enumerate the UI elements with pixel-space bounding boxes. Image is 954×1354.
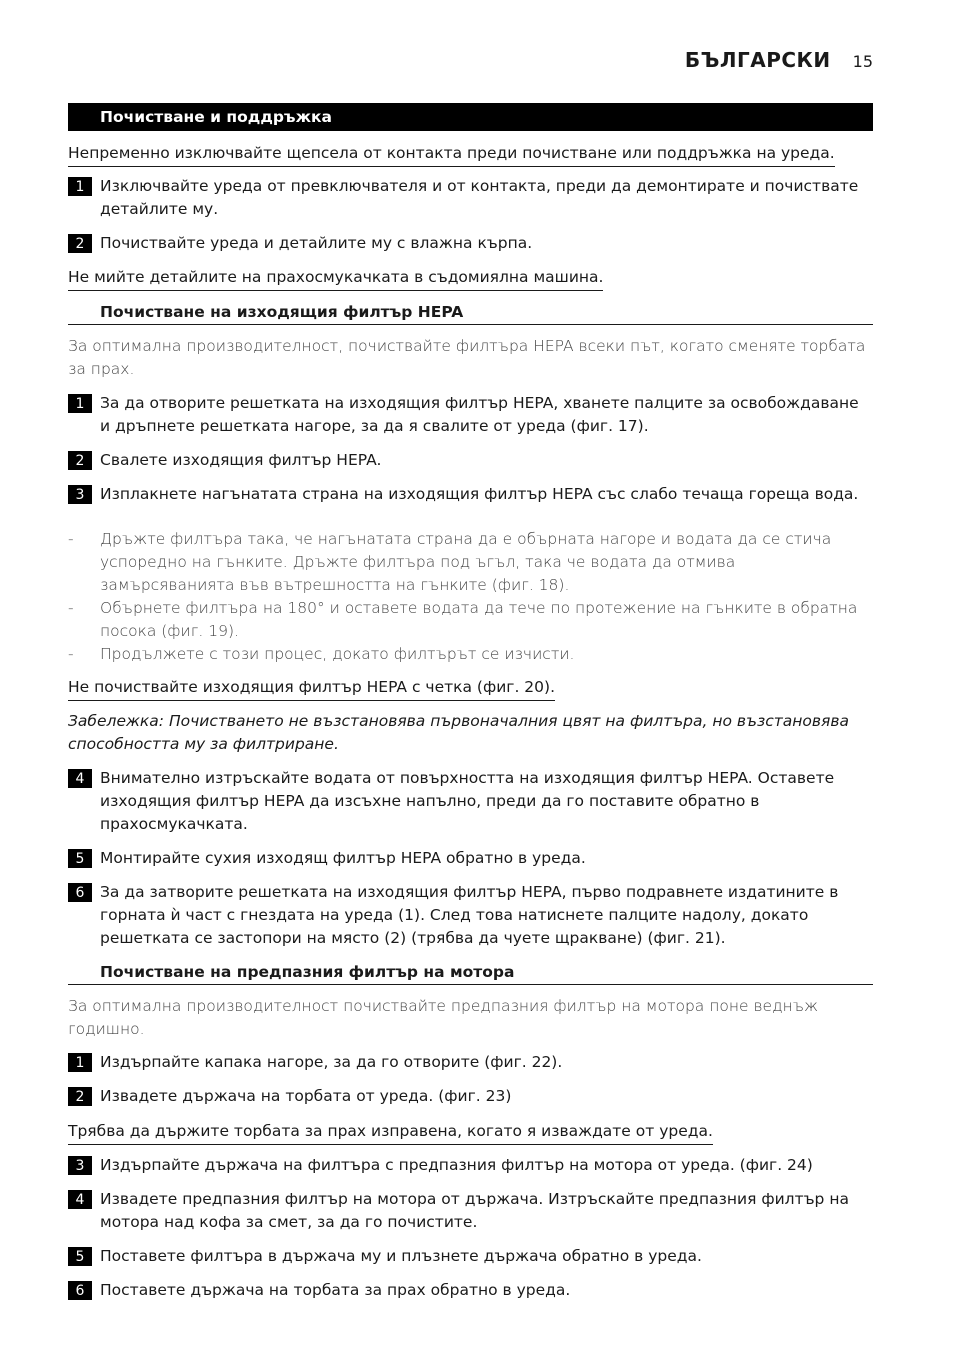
step-item xyxy=(68,1085,873,1108)
step-item xyxy=(68,449,873,472)
step-number: 2 xyxy=(68,234,92,253)
step-number: 5 xyxy=(68,849,92,868)
list-item: - Дръжте филтъра така, че нагънатата страна да е обърната нагоре и водата да се стича успоредно на гънките. Дръжте филтъра под ъгъл, така че водата да отмива замърсяванията във вътрешността на гънките (фиг. 18). xyxy=(68,528,873,597)
warning-text: Трябва да държите торбата за прах изправена, когато я изваждате от уреда. xyxy=(68,1120,713,1145)
step-text: Извадете предпазния филтър на мотора от държача. Изтръскайте предпазния филтър на мотора над кофа за смет, за да го почистите. xyxy=(100,1190,849,1231)
unplug-warning xyxy=(68,142,873,167)
hepa-intro: За оптимална производителност, почиствайте филтъра HEPA всеки път, когато сменяте торбата за прах. xyxy=(68,337,866,378)
step-number: 6 xyxy=(68,1281,92,1300)
subsection-motor xyxy=(68,962,873,985)
step-number: 1 xyxy=(68,394,92,413)
subsection-title: Почистване на изходящия филтър HEPA xyxy=(68,302,873,325)
list-item: - Обърнете филтъра на 180° и оставете водата да тече по протежение на гънките в обратна посока (фиг. 19). xyxy=(68,597,873,643)
step-item xyxy=(68,1188,873,1234)
running-head xyxy=(685,48,873,72)
step-text: За да отворите решетката на изходящия филтър HEPA, хванете палците за освобождаване и дръпнете решетката нагоре, за да я свалите от уреда (фиг. 17). xyxy=(100,394,859,435)
step-item xyxy=(68,483,873,506)
step-item xyxy=(68,1051,873,1074)
step-text: Издърпайте държача на филтъра с предпазния филтър на мотора от уреда. (фиг. 24) xyxy=(100,1156,813,1174)
step-number: 3 xyxy=(68,485,92,504)
step-number: 1 xyxy=(68,1053,92,1072)
bullet-text: Дръжте филтъра така, че нагънатата страна да е обърната нагоре и водата да се стича успоредно на гънките. Дръжте филтъра под ъгъл, така че водата да отмива замърсяванията във вътрешността на гънките (фиг. 18). xyxy=(100,530,832,594)
step-text: Поставете държача на торбата за прах обратно в уреда. xyxy=(100,1281,571,1299)
step-number: 4 xyxy=(68,769,92,788)
step-text: Внимателно изтръскайте водата от повърхността на изходящия филтър HEPA. Оставете изходящия филтър HEPA да изсъхне напълно, преди да го поставите обратно в прахосмукачката. xyxy=(100,769,835,833)
step-number: 5 xyxy=(68,1247,92,1266)
bullet-text: Обърнете филтъра на 180° и оставете водата да тече по протежение на гънките в обратна посока (фиг. 19). xyxy=(100,599,858,640)
rinse-bullets xyxy=(68,528,873,666)
list-item: - Продължете с този процес, докато филтърът се изчисти. xyxy=(68,643,873,666)
step-text: Изключвайте уреда от превключвателя и от контакта, преди да демонтирате и почиствате детайлите му. xyxy=(100,177,859,218)
step-item xyxy=(68,881,873,950)
motor-intro: За оптимална производителност почиствайте предпазния филтър на мотора поне веднъж годишно. xyxy=(68,997,819,1038)
warning-text: Непременно изключвайте щепсела от контакта преди почистване или поддръжка на уреда. xyxy=(68,142,835,167)
manual-page xyxy=(68,0,873,1354)
step-text: Изплакнете нагънатата страна на изходящия филтър HEPA със слабо течаща гореща вода. xyxy=(100,485,859,503)
step-item xyxy=(68,392,873,438)
subsection-title: Почистване на предпазния филтър на мотора xyxy=(68,962,873,985)
step-text: За да затворите решетката на изходящия филтър HEPA, първо подравнете издатините в горната ѝ част с гнездата на уреда (1). След това натиснете палците надолу, докато решетката се застопори на място (2) (трябва да чуете щракване) (фиг. 21). xyxy=(100,883,839,947)
brush-warning xyxy=(68,676,873,701)
step-text: Поставете филтъра в държача му и плъзнете държача обратно в уреда. xyxy=(100,1247,702,1265)
warning-text: Не мийте детайлите на прахосмукачката в съдомиялна машина. xyxy=(68,266,603,291)
step-number: 2 xyxy=(68,1087,92,1106)
section-cleaning xyxy=(68,103,873,131)
section-title: Почистване и поддръжка xyxy=(68,103,873,131)
step-text: Почиствайте уреда и детайлите му с влажна кърпа. xyxy=(100,234,533,252)
step-item xyxy=(68,1279,873,1302)
page-number: 15 xyxy=(852,52,873,71)
warning-text: Не почиствайте изходящия филтър HEPA с четка (фиг. 20). xyxy=(68,676,555,701)
step-item xyxy=(68,847,873,870)
step-item xyxy=(68,1154,873,1177)
step-number: 6 xyxy=(68,883,92,902)
bullet-text: Продължете с този процес, докато филтърът се изчисти. xyxy=(100,645,575,663)
hepa-note: Забележка: Почистването не възстановява първоначалния цвят на филтъра, но възстановява способността му за филтриране. xyxy=(68,712,849,753)
language-label: БЪЛГАРСКИ xyxy=(684,48,831,72)
step-text: Издърпайте капака нагоре, за да го отворите (фиг. 22). xyxy=(100,1053,563,1071)
step-text: Свалете изходящия филтър HEPA. xyxy=(100,451,382,469)
dishwasher-warning xyxy=(68,266,873,291)
step-item xyxy=(68,232,873,255)
step-number: 1 xyxy=(68,177,92,196)
step-text: Извадете държача на торбата от уреда. (фиг. 23) xyxy=(100,1087,512,1105)
upright-warning xyxy=(68,1120,873,1145)
step-item xyxy=(68,1245,873,1268)
step-number: 3 xyxy=(68,1156,92,1175)
step-number: 2 xyxy=(68,451,92,470)
subsection-hepa xyxy=(68,302,873,325)
step-item xyxy=(68,175,873,221)
step-number: 4 xyxy=(68,1190,92,1209)
step-text: Монтирайте сухия изходящ филтър HEPA обратно в уреда. xyxy=(100,849,586,867)
step-item xyxy=(68,767,873,836)
